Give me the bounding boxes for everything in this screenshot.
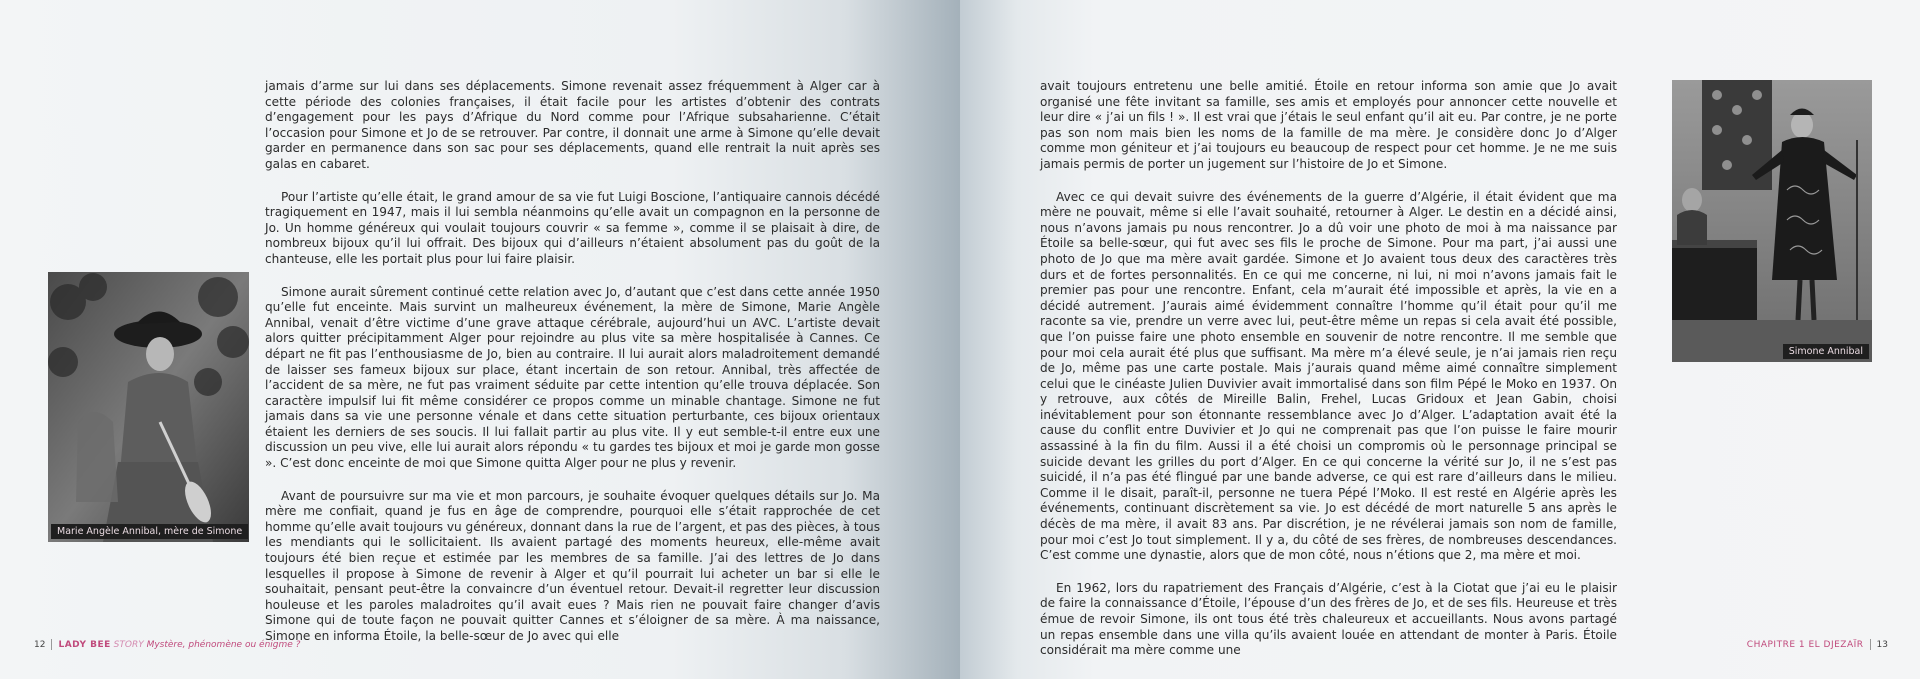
brand-name: LADY BEE: [58, 640, 111, 650]
chapter-title: CHAPITRE 1 EL DJEZAÏR: [1746, 640, 1864, 650]
page-number: 13: [1876, 640, 1888, 650]
page-number: 12: [34, 640, 46, 650]
book-subtitle: Mystère, phénomène ou énigme ?: [146, 640, 301, 650]
photo-marie-angele: [48, 272, 249, 542]
photo-simone-annibal: [1672, 80, 1872, 362]
right-text-column: [1040, 79, 1617, 676]
photo-caption: Marie Angèle Annibal, mère de Simone: [51, 524, 248, 539]
paragraph: Pour l’artiste qu’elle était, le grand amour de sa vie fut Luigi Boscione, l’antiquaire cannois décédé tragiquement en 1947, mais il lui sembla néanmoins qu’elle avait un compagnon en la personne de Jo. Un homme généreux qui voulait toujours couvrir « sa femme », comme il se plaisait à dire, de nombreux bijoux qu’il lui offrait. Des bijoux qui d’ailleurs n’étaient absolument pas du goût de la chanteuse, elle les portait plus pour lui faire plaisir.: [265, 189, 880, 266]
photo-marie-angele-image: [48, 272, 249, 542]
photo-simone-image: [1672, 80, 1872, 362]
footer-divider: [1870, 639, 1871, 650]
right-footer: [1747, 639, 1888, 650]
left-text-column: [265, 79, 880, 662]
paragraph: jamais d’arme sur lui dans ses déplacements. Simone revenait assez fréquemment à Alger car à cette période des colonies françaises, il était facile pour les artistes d’obtenir des contrats d’engagement pour les pays d’Afrique du Nord comme pour l’Afrique subsaharienne. C’était l’occasion pour Simone et Jo de se retrouver. Par contre, il donnait une arme à Simone qu’elle devait garder en permanence dans son sac pour ses déplacements, quand elle rentrait la nuit après ses galas en cabaret.: [265, 79, 880, 171]
left-footer: [34, 639, 300, 650]
right-page: [960, 0, 1920, 679]
paragraph: Avant de poursuivre sur ma vie et mon parcours, je souhaite évoquer quelques détails sur Jo. Ma mère me confiait, quand je fus en âge de comprendre, pourquoi elle s’était rapprochée de cet homme qu’elle avait toujours vu généreux, donnant dans la rue de l’argent, et pas des pièces, à tous les mendiants qui le sollicitaient. Ils avaient partagé des moments heureux, elle-même avait toujours été bien reçue et estimée par les membres de sa famille. J’ai des lettres de Jo dans lesquelles il propose à Simone de revenir à Alger et qu’il pourrait lui acheter un bar si elle le souhaitait, pensant peut-être la convaincre d’un éventuel retour. Devait-il regretter leur discussion houleuse et les paroles maladroites qu’il avait eues ? Mais rien ne pouvait faire changer d’avis Simone qui de toute façon ne pouvait quitter Cannes et s’éloigner de sa mère. À ma naissance, Simone en informa Étoile, la belle-sœur de Jo avec qui elle: [265, 488, 880, 643]
photo-caption: Simone Annibal: [1783, 344, 1869, 359]
paragraph: Simone aurait sûrement continué cette relation avec Jo, d’autant que c’est dans cette année 1950 qu’elle fut enceinte. Mais survint un malheureux événement, la mère de Simone, Marie Angèle Annibal, venait d’être victime d’une grave attaque cérébrale, aujourd’hui un AVC. L’artiste devait alors quitter précipitamment Alger pour rejoindre au plus vite sa mère hospitalisée à Cannes. Ce départ ne fit pas l’enthousiasme de Jo, bien au contraire. Il lui aurait alors maladroitement demandé de laisser ses fameux bijoux sur place, étant incertain de son retour. Annibal, très affectée de l’accident de sa mère, ne fut pas vraiment séduite par cette intention qu’elle trouva déplacée. Son caractère impulsif lui fit même considérer ce propos comme un minable chantage. Simone ne fut jamais dans sa vie une personne vénale et dans cette situation perturbante, ces bijoux orientaux étaient les derniers de ses soucis. Il lui fallait partir au plus vite. Il y eut semble-t-il entre eux une discussion un peu vive, elle lui aurait alors répondu « tu gardes tes bijoux et moi je garde mon gosse ». C’est donc enceinte de moi que Simone quitta Alger pour ne plus y revenir.: [265, 284, 880, 471]
brand-story: STORY: [113, 640, 144, 650]
paragraph: Avec ce qui devait suivre des événements de la guerre d’Algérie, il était évident que ma mère ne pouvait, même si elle l’avait souhaité, retourner à Alger. Le destin en a décidé ainsi, nous n’avons jamais pu nous rencontrer. Jo a dû voir une photo de moi à ma naissance par Étoile sa belle-sœur, qui fut avec ses fils le proche de Simone. Pour ma part, j’ai aussi une photo de Jo que ma mère avait gardée. Simone et Jo avaient tous deux des caractères très durs et de fortes personnalités. En ce qui me concerne, ni lui, ni moi n’avons jamais fait le premier pas pour une rencontre. Enfant, cela m’aurait été impossible et après, la vie en a décidé autrement. J’aurais aimé évidemment connaître l’homme qu’il était pour qu’il me raconte sa vie, prendre un verre avec lui, peut-être même un repas si cela avait été possible, que l’on puisse faire une photo ensemble en souvenir de notre rencontre. Il me semble que pour moi cela aurait été plus que suffisant. Ma mère m’a élevé seule, je n’ai jamais rien reçu de Jo, même pas une carte postale. Mais j’aurais quand même aimé connaître simplement celui que le cinéaste Julien Duvivier avait immortalisé dans son film Pépé le Moko en 1937. On y retrouve, aux côtés de Mireille Balin, Frehel, Lucas Gridoux et Jean Gabin, choisi inévitablement pour son étonnante ressemblance avec Jo d’Alger. L’adaptation avait été la cause du conflit entre Duvivier et Jo qui ne comprenait pas que l’on puisse le faire mourir assassiné à la fin du film. Aussi il a été choisi un compromis où le personnage principal se suicide devant les grilles du port d’Alger. En ce qui concerne la vérité sur Jo, il ne s’est pas suicidé, il n’a pas été flingué par une bande adverse, ce qui est rare d’ailleurs dans le milieu. Comme il le disait, paraît-il, personne ne tuera Pépé l’Moko. Il est resté en Algérie après les événements, continuant discrètement sa vie. Jo est décédé de mort naturelle 5 ans après le décès de ma mère, il avait 83 ans. Par discrétion, je ne révélerai jamais son nom de famille, pour moi c’est Jo tout simplement. Il y a, du côté de ses frères, de nombreuses descendances. C’est comme une dynastie, alors que de mon côté, nous n’étions que 2, ma mère et moi.: [1040, 189, 1617, 563]
paragraph: avait toujours entretenu une belle amitié. Étoile en retour informa son amie que Jo avait organisé une fête invitant sa famille, ses amis et employés pour annoncer cette nouvelle et leur dire « j’ai un fils ! ». Il est vrai que j’étais le seul enfant qu’il ait eu. Par contre, je ne porte pas son nom mais bien les noms de la famille de ma mère. Je considère donc Jo d’Alger comme mon géniteur et j’ai toujours eu beaucoup de respect pour cet homme. Je ne me suis jamais permis de porter un jugement sur l’histoire de Jo et Simone.: [1040, 79, 1617, 171]
paragraph: En 1962, lors du rapatriement des Français d’Algérie, c’est à la Ciotat que j’ai eu le plaisir de faire la connaissance d’Étoile, l’épouse d’un des frères de Jo, et de ses fils. Heureuse et très émue de revoir Simone, ils ont tous été très chaleureux et accueillants. Nous avons partagé un repas ensemble dans une villa qu’ils avaient louée en attendant de monter à Paris. Étoile considérait ma mère comme une: [1040, 580, 1617, 658]
footer-divider: [51, 639, 52, 650]
